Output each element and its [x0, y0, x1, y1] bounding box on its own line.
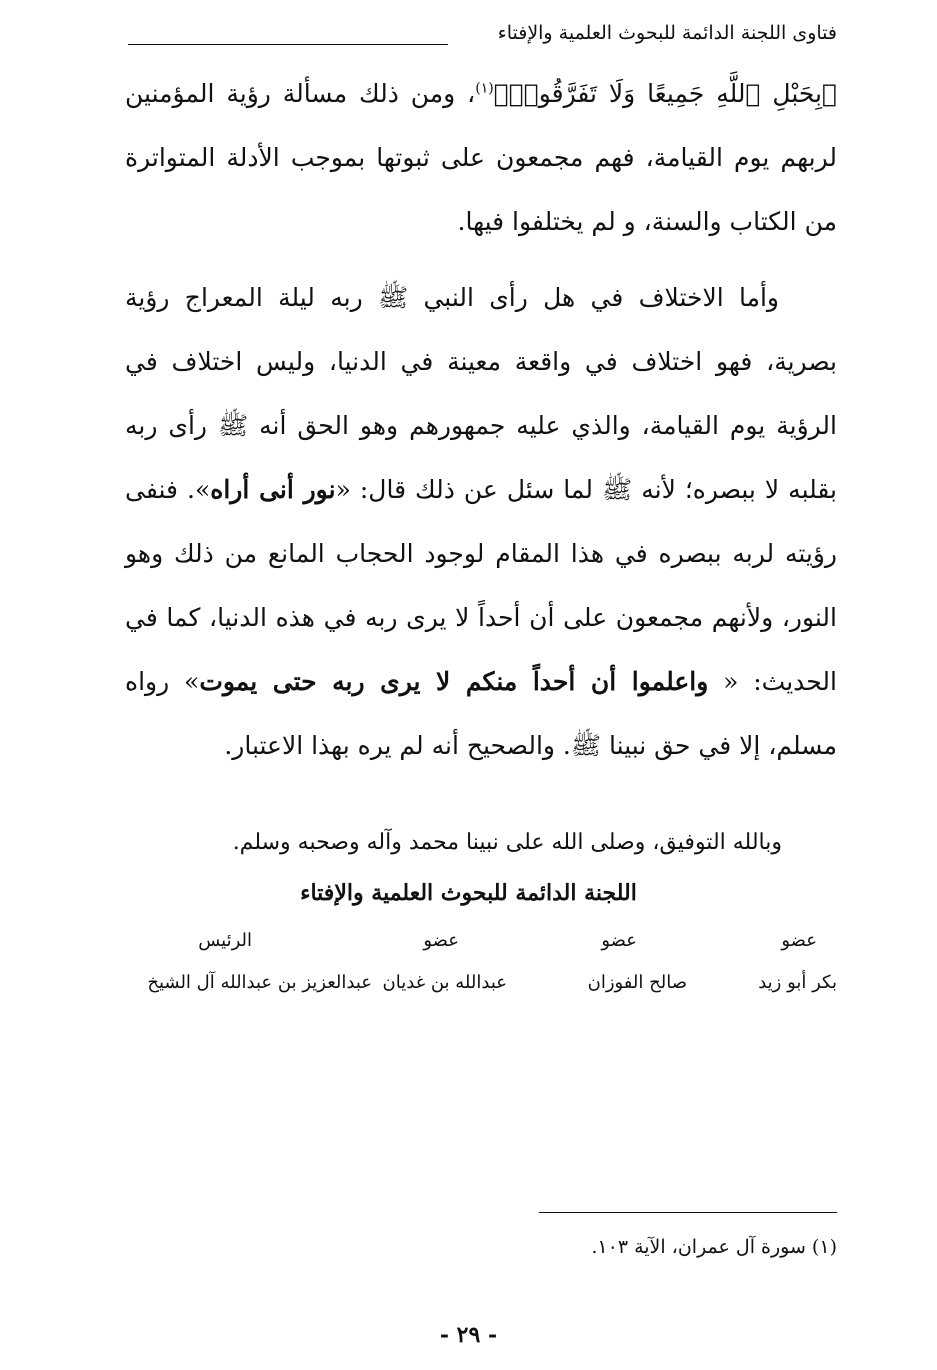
footnote-ref: (١) [475, 80, 494, 97]
hadith-quote-2: واعلموا أن أحداً منكم لا يرى ربه حتى يموت [199, 667, 709, 696]
signatory-role: عضو [423, 930, 459, 951]
paragraph-2-text-c: » رواه مسلم، إلا في حق نبينا ﷺ. والصحيح أنه لم يره بهذا الاعتبار. [125, 667, 837, 760]
footnote: (١) سورة آل عمران، الآية ١٠٣. [591, 1236, 837, 1258]
quran-verse: ﴿بِحَبْلِ ٱللَّهِ جَمِيعًا وَلَا تَفَرَّقُوا۟﴾ [493, 79, 837, 108]
header-rule [128, 44, 448, 45]
signatory-name: صالح الفوزان [587, 972, 687, 993]
signatory-roles [125, 930, 837, 960]
running-header: فتاوى اللجنة الدائمة للبحوث العلمية والإفتاء [497, 22, 837, 44]
paragraph-2 [125, 266, 837, 778]
signatory-role: الرئيس [198, 930, 252, 951]
paragraph-1 [125, 62, 837, 254]
paragraph-1-text: ، ومن ذلك مسألة رؤية المؤمنين لربهم يوم القيامة، فهم مجمعون على ثبوتها بموجب الأدلة المتواترة من الكتاب والسنة، و لم يختلفوا فيها. [125, 79, 837, 236]
body-text [125, 62, 837, 778]
signatory-name: عبدالله بن غديان [382, 972, 507, 993]
footnote-rule [539, 1212, 837, 1213]
signatory-role: عضو [781, 930, 817, 951]
hadith-quote-1: نور أنى أراه [210, 475, 336, 504]
paragraph-2-text-a: وأما الاختلاف في هل رأى النبي ﷺ ربه ليلة المعراج رؤية بصرية، فهو اختلاف في واقعة معينة في الدنيا، وليس اختلاف في الرؤية يوم القيامة، والذي عليه جمهورهم وهو الحق أنه ﷺ رأى ربه بقلبه لا ببصره؛ لأنه ﷺ لما سئل عن ذلك قال: « [125, 283, 837, 504]
signatory-names [125, 972, 837, 1002]
paragraph-2-text-b: ». فنفى رؤيته لربه ببصره في هذا المقام لوجود الحجاب المانع من ذلك وهو النور، ولأنهم مجمعون على أن أحداً لا يرى ربه في هذه الدنيا، كما في الحديث: « [125, 475, 837, 696]
page-number: - ٢٩ - [439, 1322, 498, 1348]
committee-name: اللجنة الدائمة للبحوث العلمية والإفتاء [300, 880, 637, 906]
closing-line: وبالله التوفيق، وصلى الله على نبينا محمد وآله وصحبه وسلم. [232, 830, 782, 855]
signatory-name: بكر أبو زيد [758, 972, 837, 993]
signatory-name: عبدالعزيز بن عبدالله آل الشيخ [147, 972, 372, 993]
signatory-role: عضو [601, 930, 637, 951]
